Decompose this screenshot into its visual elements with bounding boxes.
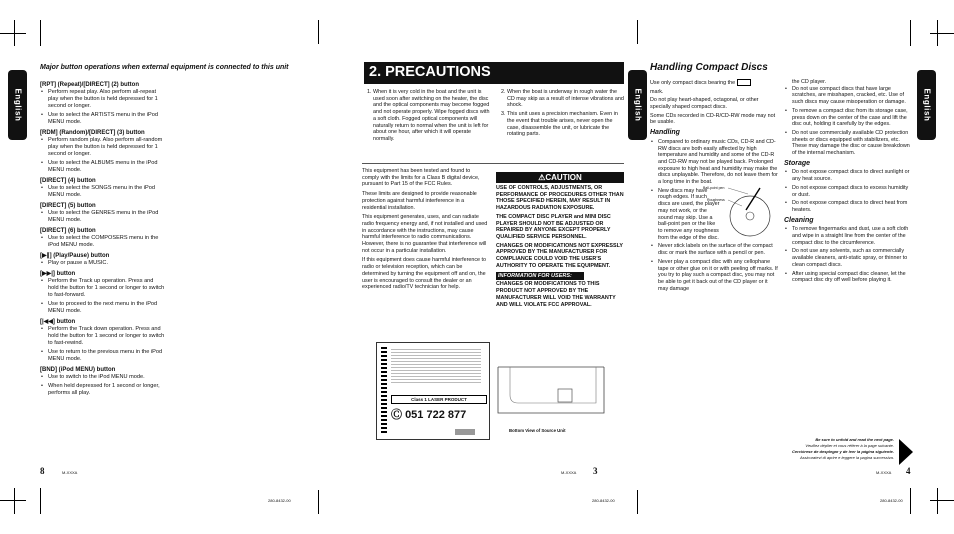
diagram-label-roughness: Roughness xyxy=(707,198,725,202)
crop-mark xyxy=(937,488,938,514)
compact-disc-logo-icon xyxy=(737,79,751,86)
storage-heading: Storage xyxy=(784,159,811,167)
list-item: • Do not expose compact discs to direct sunlight or any heat source. xyxy=(792,169,912,182)
list-item: • Perform the Track up operation. Press and hold the button for 1 second or longer to switch to fast-forward. xyxy=(48,278,165,299)
fcc-paragraph: If this equipment does cause harmful interference to radio or television reception, which can be determined by turning the equipment off and on, the user is encouraged to consult the dealer or an experienced radio/TV technician for help. xyxy=(362,257,487,291)
list-item: • Use to select the GENRES menu in the iPod MENU mode. xyxy=(48,210,165,224)
fcc-paragraph: These limits are designed to provide reasonable protection against harmful interference in a residential installation. xyxy=(362,191,477,211)
list-item: • After using special compact disc cleaner, let the compact disc dry off well before playing it. xyxy=(792,271,912,284)
bullet-list xyxy=(40,89,165,126)
crop-mark xyxy=(14,488,15,514)
crop-mark xyxy=(40,20,41,46)
bullet-list xyxy=(40,374,165,397)
list-item: • Perform repeat play. Also perform all-repeat play when the button is held depressed for 1 second or longer. xyxy=(48,89,165,110)
list-item: • Do not expose compact discs to direct heat from heaters. xyxy=(792,200,912,213)
page-code: M-XXXA xyxy=(561,470,577,475)
caution-header: ⚠CAUTION xyxy=(496,172,624,183)
section-heading: [▶∥] (Play/Pause) button xyxy=(40,253,110,259)
crop-mark xyxy=(0,33,26,34)
list-item: 2. When the boat is underway in rough water the CD may skip as a result of intense vibrations and shock. xyxy=(507,89,626,109)
footer-code: 280-8432-00 xyxy=(268,498,291,503)
section-heading: [BND] (iPod MENU) button xyxy=(40,367,116,373)
bullet-list xyxy=(40,278,165,315)
info-label: INFORMATION FOR USERS: xyxy=(496,272,584,280)
cleaning-heading: Cleaning xyxy=(784,216,814,224)
crop-mark xyxy=(318,490,319,514)
bullet-list xyxy=(40,326,165,363)
list-item: • Use to select the ARTISTS menu in the iPod MENU mode. xyxy=(48,112,165,126)
laser-label xyxy=(376,342,490,440)
fcc-paragraph: This equipment generates, uses, and can radiate radio frequency energy and, if not installed and used in accordance with the instructions, may cause harmful interference to radio communications. However, there is no guarantee that interference will not occur in a particular installation. xyxy=(362,214,488,254)
precautions-col2 xyxy=(496,89,626,140)
button-operations-list xyxy=(40,78,165,399)
language-tab: English xyxy=(8,70,27,140)
section-heading: [DIRECT] (4) button xyxy=(40,178,96,184)
bullet-list xyxy=(40,260,165,267)
list-item: • Use to select the COMPOSERS menu in the iPod MENU mode. xyxy=(48,235,165,249)
bullet-list xyxy=(40,235,165,249)
section-heading: [DIRECT] (5) button xyxy=(40,203,96,209)
crop-mark xyxy=(910,20,911,46)
list-item: • Do not expose compact discs to excess humidity or dust. xyxy=(792,185,912,198)
section-heading: [|◀◀] button xyxy=(40,319,76,325)
list-item: • Do not use commercially available CD protection sheets or discs equipped with stabilizers, etc. These may damage the disc or cause breakdown of the internal mechanism. xyxy=(792,130,912,157)
bottom-view-caption: Bottom View of Source Unit xyxy=(509,428,566,433)
language-tab: English xyxy=(917,70,936,140)
list-item: • When held depressed for 1 second or longer, performs all play. xyxy=(48,383,165,397)
page-number: 4 xyxy=(906,466,911,476)
precautions-col1 xyxy=(362,89,490,145)
handling-col1: Use only compact discs bearing the mark. Do not play heart-shaped, octagonal, or other specially shaped compact discs. Some CDs recorded in CD-R/CD-RW mode may not be usable. Handling • Compared to ordinary music CDs, CD-R and CD-RW discs are both easily affected by high temperature and humidity and some of the CD-R and CD-RW may not be played back. Prolonged exposure to high heat and humidity may make the discs unplayable. Therefore, do not leave them for a long time in the boat. • New discs may have rough edges. If such discs are used, the player may not work, or the sound may skip. Use a ball-point pen or the like to remove any roughness from the edge of the disc. • Never stick labels on the surface of the compact disc or mark the surface with a pencil or pen. • Never play a compact disc with any cellophane tape or other glue on it or with peeling off marks. If you try to play such a compact disc, you may not be able to get it back out of the CD player or it may damage xyxy=(650,79,778,294)
section-heading: [▶▶|] button xyxy=(40,271,76,277)
page-code: M-XXXA xyxy=(876,470,892,475)
caution-text-3: CHANGES OR MODIFICATIONS NOT EXPRESSLY APPROVED BY THE MANUFACTURER FOR COMPLIANCE COULD VOID THE USER'S AUTHORITY TO OPERATE THE EQUIPMENT. xyxy=(496,242,623,269)
precautions-title: 2. PRECAUTIONS xyxy=(369,64,491,80)
list-item: • Perform random play. Also perform all-random play when the button is held depressed for 1 second or longer. xyxy=(48,137,165,158)
fcc-statement xyxy=(362,168,488,294)
handling-title: Handling Compact Discs xyxy=(650,62,768,73)
page-number: 3 xyxy=(593,466,598,476)
handling-heading: Handling xyxy=(650,129,680,137)
crop-mark xyxy=(637,490,638,514)
bottom-view-diagram xyxy=(492,355,616,425)
left-page-title: Major button operations when external equipment is connected to this unit xyxy=(40,64,289,71)
list-item: • Use to select the ALBUMS menu in the iPod MENU mode. xyxy=(48,160,165,174)
section-heading: [DIRECT] (6) button xyxy=(40,228,96,234)
fcc-paragraph: This equipment has been tested and found to comply with the limits for a Class B digital device, pursuant to Part 15 of the FCC Rules. xyxy=(362,168,480,188)
language-tab: English xyxy=(628,70,647,140)
list-item: • Play or pause a MUSIC. xyxy=(48,260,165,267)
crop-mark xyxy=(40,488,41,514)
bullet-list xyxy=(40,137,165,174)
section-heading: [RPT] (Repeat)/[DIRECT] (2) button xyxy=(40,82,139,88)
list-item: • Never stick labels on the surface of the compact disc or mark the surface with a pencil or pen. xyxy=(658,243,778,256)
handling-col2: the CD player. • Do not use compact discs that have large scratches, are misshapen, cracked, etc. Use of such discs may cause misoperation or damage. • To remove a compact disc from its storage case, press down on the center of the case and lift the disc out, holding it carefully by the edges. • Do not use commercially available CD protection sheets or discs equipped with stabilizers, etc. These may damage the disc or cause breakdown of the internal mechanism. Storage • Do not expose compact discs to direct sunlight or any heat source. • Do not expose compact discs to excess humidity or dust. • Do not expose compact discs to direct heat from heaters. Cleaning • To remove fingermarks and dust, use a soft cloth and wipe in a straight line from the center of the compact disc to the circumference. • Do not use any solvents, such as commercially available cleaners, anti-static spray, or thinner to clean compact discs. • After using special compact disc cleaner, let the compact disc dry off well before playing it. xyxy=(784,79,912,286)
next-page-arrow-icon xyxy=(899,439,913,465)
list-item: • Perform the Track down operation. Press and hold the button for 1 second or longer to switch to fast-rewind. xyxy=(48,326,165,347)
crop-mark xyxy=(930,33,954,34)
list-item: • Do not use compact discs that have large scratches, are misshapen, cracked, etc. Use of such discs may cause misoperation or damage. xyxy=(792,86,912,106)
crop-mark xyxy=(637,20,638,44)
warning-icon: ⚠ xyxy=(538,173,546,182)
label-barcode xyxy=(455,429,475,435)
caution-text-2: THE COMPACT DISC PLAYER and MINI DISC PLAYER SHOULD NOT BE ADJUSTED OR REPAIRED BY ANYONE EXCEPT PROPERLY QUALIFIED SERVICE PERSONNEL. xyxy=(496,213,611,240)
barcode xyxy=(381,347,387,435)
crop-mark xyxy=(910,488,911,514)
page-number: 8 xyxy=(40,466,45,476)
precautions-title-bar xyxy=(364,62,624,84)
bullet-list xyxy=(40,185,165,199)
list-item: • Do not use any solvents, such as commercially available cleaners, anti-static spray, or thinner to clean compact discs. xyxy=(792,248,912,268)
section-heading: [RDM] (Random)/[DIRECT] (3) button xyxy=(40,130,145,136)
laser-class-text: Class 1 LASER PRODUCT xyxy=(391,395,487,404)
label-fine-print xyxy=(391,349,481,383)
page-code: M-XXXA xyxy=(62,470,78,475)
list-item: • Never play a compact disc with any cellophane tape or other glue on it or with peeling off marks. If you try to play such a compact disc, you may not be able to get it back out of the CD player or it may damage xyxy=(658,259,778,293)
list-item: • Use to return to the previous menu in the iPod MENU mode. xyxy=(48,349,165,363)
list-item: • New discs may have rough edges. If such discs are used, the player may not work, or the sound may skip. Use a ball-point pen or the like to remove any roughness from the edge of the disc. xyxy=(658,188,720,242)
list-item: • To remove a compact disc from its storage case, press down on the center of the case and lift the disc out, holding it carefully by the edges. xyxy=(792,108,912,128)
footer-code: 280-8432-00 xyxy=(592,498,615,503)
divider xyxy=(362,163,624,164)
label-number: Ⓒ 051 722 877 xyxy=(391,409,467,421)
footer-code: 280-8432-00 xyxy=(880,498,903,503)
caution-box xyxy=(496,172,624,308)
crop-mark xyxy=(318,20,319,44)
crop-mark xyxy=(930,500,954,501)
list-item: • Use to select the SONGS menu in the iPod MENU mode. xyxy=(48,185,165,199)
crop-mark xyxy=(0,500,26,501)
list-item: • Use to proceed to the next menu in the iPod MENU mode. xyxy=(48,301,165,315)
unfold-note: Be sure to unfold and read the next page. Veuillez déplier et vous référer à la page suivante. Cerciórese de desplegar y de leer la página siguiente. Assicuratevi di aprire e leggere la pagina successiva. xyxy=(791,437,894,460)
list-item: • To remove fingermarks and dust, use a soft cloth and wipe in a straight line from the center of the compact disc to the circumference. xyxy=(792,226,912,246)
caution-text: USE OF CONTROLS, ADJUSTMENTS, OR PERFORMANCE OF PROCEDURES OTHER THAN THOSE SPECIFIED HEREIN, MAY RESULT IN HAZARDOUS RADIATION EXPOSURE. xyxy=(496,185,624,212)
info-text: CHANGES OR MODIFICATIONS TO THIS PRODUCT NOT APPROVED BY THE MANUFACTURER WILL VOID THE WARRANTY AND WILL VIOLATE FCC APPROVAL. xyxy=(496,281,616,308)
list-item: 1. When it is very cold in the boat and the unit is used soon after switching on the heater, the disc and the optical components may become fogged and not operate properly. Wipe fogged discs with a soft cloth. Fogged optical components will naturally return to normal when the unit is left for about one hour, after which it will operate normally. xyxy=(373,89,490,143)
list-item: • Use to switch to the iPod MENU mode. xyxy=(48,374,165,381)
list-item: 3. This unit uses a precision mechanism. Even in the event that trouble arises, never open the case, disassemble the unit, or lubricate the rotating parts. xyxy=(507,111,626,138)
bullet-list xyxy=(40,210,165,224)
list-item: • Compared to ordinary music CDs, CD-R and CD-RW discs are both easily affected by high temperature and humidity and some of the CD-R and CD-RW may not be played back. Prolonged exposure to high heat and humidity may make the discs unplayable. Therefore, do not leave them for a long time in the boat. xyxy=(658,139,778,186)
diagram-label-pen: Ball-point pen xyxy=(703,186,725,190)
